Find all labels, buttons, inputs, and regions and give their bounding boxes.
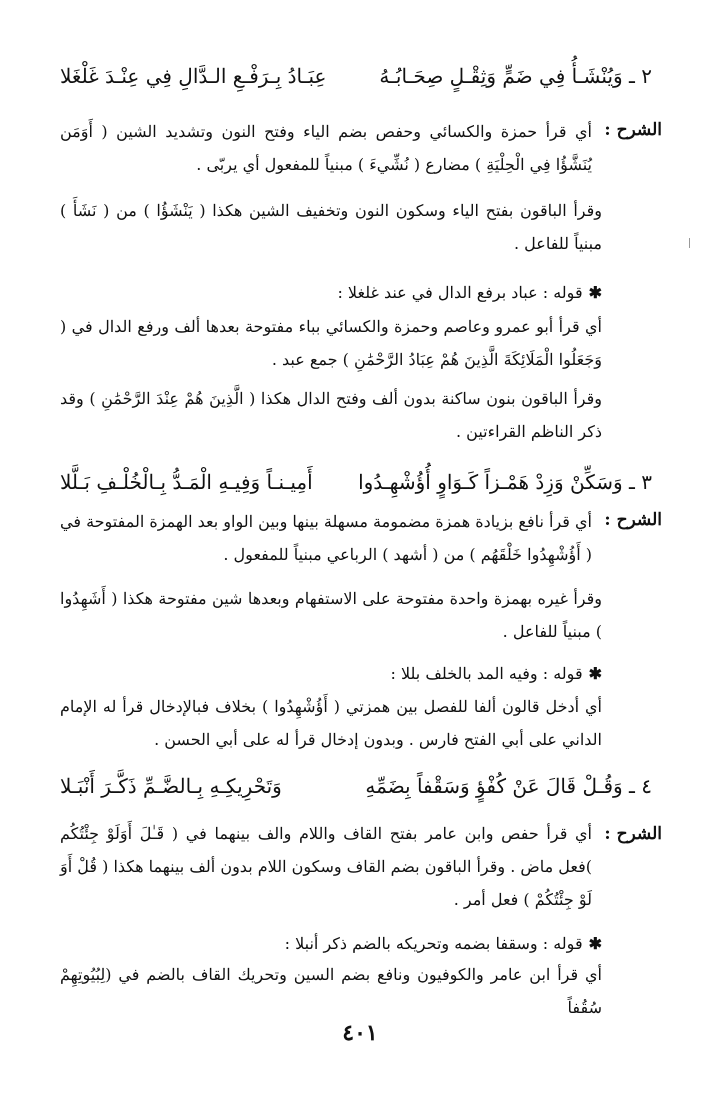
note-heading-text: قوله : وسقفا بضمه وتحريكه بالضم ذكر أنبلا : [284, 934, 583, 953]
verse-hemistich-second: أَمِيـنـاً وَفِيـهِ الْمَـدُّ بِـالْخُلْـفِ بَـلَّلا [60, 470, 313, 494]
page-number: ٤٠١ [342, 1020, 378, 1046]
note-paragraph: وقرأ الباقون بنون ساكنة بدون ألف وفتح الدال هكذا ( الَّذِينَ هُمْ عِنْدَ الرَّحْمَٰنِ ) وقد ذكر الناظم القراءتين . [60, 389, 602, 441]
asterisk-icon: ✱ [588, 664, 602, 683]
note-heading-text: قوله : عباد برفع الدال في عند غلغلا : [337, 283, 583, 302]
verse-hemistich-first: ٤ ـ وَقُـلْ قَالَ عَنْ كُفْؤٍ وَسَقْفاً بِضَمِّهِ [365, 774, 652, 798]
verse-line-3 [60, 462, 652, 502]
sharh-paragraph: وقرأ غيره بهمزة واحدة مفتوحة على الاستفهام وبعدها شين مفتوحة هكذا ( أَشَهِدُوا ) مبنياً للفاعل . [60, 589, 602, 641]
note-heading [60, 279, 602, 307]
note-paragraph: أي قرأ ابن عامر والكوفيون ونافع بضم السين وتحريك القاف بالضم في (لِبُيُوتِهِمْ سُقُفاً [60, 965, 602, 1017]
sharh-paragraph: أي قرأ حمزة والكسائي وحفص بضم الياء وفتح النون وتشديد الشين ( أَوَمَن يُنَشَّؤُا فِي الْحِلْيَةِ ) مضارع ( نُشِّيءَ ) مبنياً للمفعول أي يربّى . [60, 122, 592, 174]
verse-line-2 [60, 56, 652, 96]
note-heading [60, 930, 602, 958]
sharh-paragraph: أي قرأ حفص وابن عامر بفتح القاف واللام والف بينهما في ( قَـٰلَ أَوَلَوْ جِئْتُكُم )فعل ماض . وقرأ الباقون بضم القاف وسكون اللام بدون ألف بينهما هكذا ( قُلْ أَوَ لَوْ جِئْتُكُمْ ) فعل أمر . [60, 824, 592, 909]
note-heading [60, 660, 602, 688]
verse-line-4 [60, 766, 652, 806]
verse-hemistich-first: ٢ ـ وَيُنْشَـأُ فِي ضَمٍّ وَثِقْـلٍ صِحَـابُـهُ [379, 64, 652, 88]
asterisk-icon: ✱ [588, 934, 602, 953]
sharh-label: الشرح : [604, 824, 662, 844]
margin-mark [689, 238, 692, 248]
sharh-paragraph: وقرأ الباقون بفتح الياء وسكون النون وتخفيف الشين هكذا ( يَنْشَؤُا ) من ( نَشَأَ ) مبنياً للفاعل . [60, 201, 602, 253]
note-paragraph: أي أدخل قالون ألفا للفصل بين همزتي ( أَؤُشْهِدُوا ) بخلاف فبالإدخال قرأ له الإمام الداني على أبي الفتح فارس . وبدون إدخال قرأ له على أبي الحسن . [60, 697, 602, 749]
verse-hemistich-first: ٣ ـ وَسَكِّنْ وَزِدْ هَمْـزاً كَـوَاوٍ أُؤُشْهِـدُوا [358, 470, 652, 494]
note-heading-text: قوله : وفيه المد بالخلف بللا : [390, 664, 583, 683]
asterisk-icon: ✱ [588, 283, 602, 302]
sharh-label: الشرح : [604, 510, 662, 530]
sharh-paragraph: أي قرأ نافع بزيادة همزة مضمومة مسهلة بينها وبين الواو بعد الهمزة المفتوحة في ( أَؤُشْهِدُوا خَلْقَهُم ) من ( أشهد ) الرباعي مبنياً للمفعول . [60, 512, 592, 564]
verse-hemistich-second: عِبَـادُ بِـرَفْـعِ الـدَّالِ فِي عِنْـدَ غَلْغَلا [60, 64, 327, 88]
verse-hemistich-second: وَتَحْرِيكِـهِ بِـالضَّـمِّ ذَكَّـرَ أَنْبَـلا [60, 774, 282, 798]
note-paragraph: أي قرأ أبو عمرو وعاصم وحمزة والكسائي بباء مفتوحة بعدها ألف ورفع الدال في ( وَجَعَلُوا الْمَلَائِكَةَ الَّذِينَ هُمْ عِبَادُ الرَّحْمَٰنِ ) جمع عبد . [60, 317, 602, 369]
sharh-label: الشرح : [604, 120, 662, 140]
